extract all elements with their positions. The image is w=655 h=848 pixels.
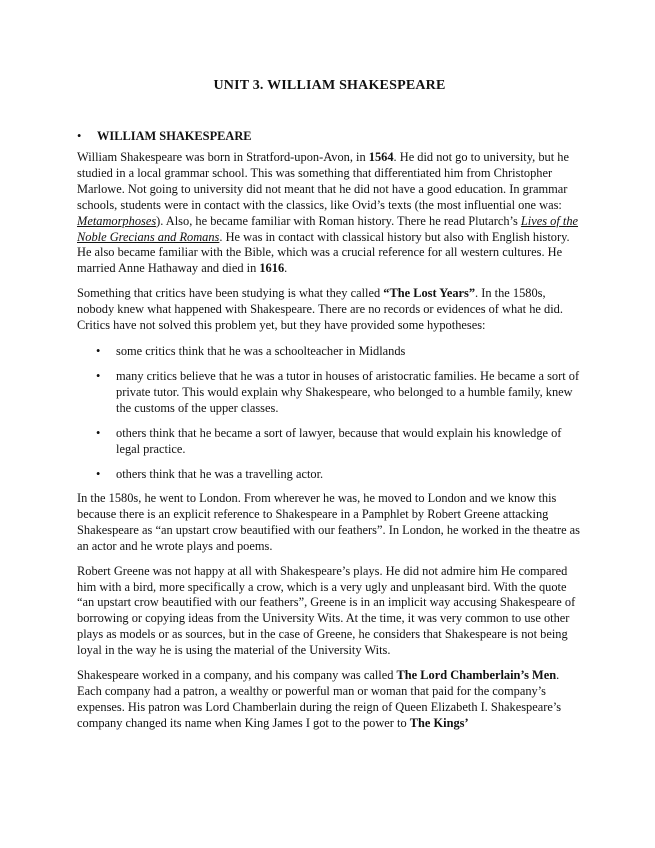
bullet-icon: • bbox=[96, 425, 101, 440]
paragraph-robert-greene: Robert Greene was not happy at all with Shakespeare’s plays. He did not admire him He compared him with a bird, more specifically a crow, which is a very ugly and unpleasant bird. With the quote “an upstart crow beautified with our feathers”, Greene is in an implicit way accusing Shakespeare of borrowing or copying ideas from the University Wits. At the time, it was very common to use other plays as models or as sources, but in the case of Greene, he considers that Shakespeare is not being loyal in the way he is using the material of the University Wits. bbox=[77, 563, 576, 658]
company-name: The Lord Chamberlain’s Men bbox=[396, 668, 557, 683]
plutarch-reference: Lives of the Noble Grecians and Romans bbox=[77, 213, 579, 244]
page-title: UNIT 3. WILLIAM SHAKESPEARE bbox=[213, 78, 446, 93]
bullet-icon: • bbox=[96, 368, 101, 383]
bullet-icon: • bbox=[77, 129, 82, 143]
bullet-icon: • bbox=[96, 343, 101, 358]
body-text bbox=[77, 150, 582, 741]
list-item: • others think that he became a sort of lawyer, because that would explain his knowledge of legal practice. bbox=[96, 425, 562, 456]
paragraph-london: In the 1580s, he went to London. From wherever he was, he moved to London and we know this because there is an explicit reference to Shakespeare in a Pamphlet by Robert Greene attacking Shakespeare as “an upstart crow beautified with our feathers”. In London, he worked in the theatre as an actor and he wrote plays and poems. bbox=[77, 490, 581, 553]
kings-men-name: The Kings’ bbox=[409, 715, 469, 730]
metamorphoses-reference: Metamorphoses bbox=[77, 213, 157, 228]
paragraph-biography: William Shakespeare was born in Stratford-upon-Avon, in 1564. He did not go to university, but he studied in a local grammar school. This was something that differentiated him from Christopher Marlowe. Not going to university did not meant that he did not have a good education. In grammar schools, students were in contact with the classics, like Ovid’s texts (the most influential one was: Metamorphoses). Also, he became familiar with Roman history. There he read Plutarch’s Lives of the Noble Grecians and Romans. He was in contact with classical history but also with English history. He also became familiar with the Bible, which was a crucial reference for all western cultures. He married Anne Hathaway and died in 1616. bbox=[77, 150, 579, 276]
hypotheses-list bbox=[77, 343, 582, 482]
paragraph-lost-years: Something that critics have been studying is what they called “The Lost Years”. In the 1580s, nobody knew what happened with Shakespeare. There are no records or evidences of what he did. Critics have not solved this problem yet, but they have provided some hypotheses: bbox=[77, 286, 563, 333]
list-item: • others think that he was a travelling actor. bbox=[96, 466, 324, 481]
paragraph-company: Shakespeare worked in a company, and his company was called The Lord Chamberlain’s Men. Each company had a patron, a wealthy or powerful man or woman that paid for the company’s expenses. His patron was Lord Chamberlain during the reign of Queen Elizabeth I. Shakespeare’s company changed its name when King James I got to the power to The Kings’ bbox=[77, 668, 562, 730]
death-year: 1616 bbox=[259, 261, 285, 276]
birth-year: 1564 bbox=[368, 150, 394, 164]
list-item: • many critics believe that he was a tutor in houses of aristocratic families. He became a sort of private tutor. This would explain why Shakespeare, who belonged to a humble family, knew the customs of the upper classes. bbox=[96, 368, 580, 415]
list-item: • some critics think that he was a schoolteacher in Midlands bbox=[96, 343, 406, 358]
section-heading bbox=[77, 129, 252, 144]
lost-years-term: “The Lost Years” bbox=[383, 286, 476, 301]
section-heading-text: WILLIAM SHAKESPEARE bbox=[97, 129, 252, 143]
bullet-icon: • bbox=[96, 466, 101, 481]
